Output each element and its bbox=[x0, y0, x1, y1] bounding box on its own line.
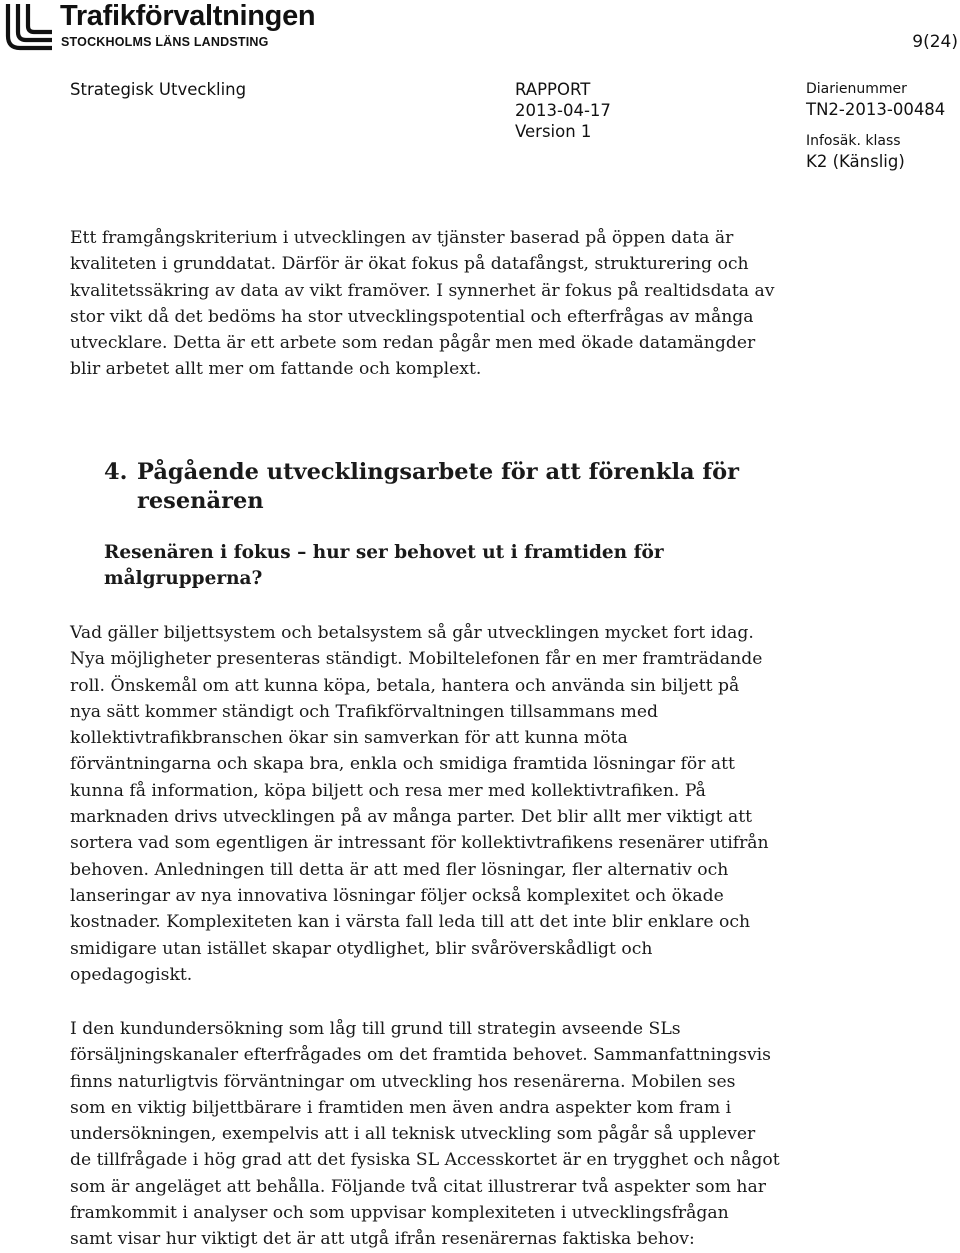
organization-logo bbox=[0, 2, 330, 54]
document-type: RAPPORT bbox=[515, 80, 591, 99]
section-number: 4. bbox=[104, 459, 128, 485]
paragraph-open-data-quality bbox=[70, 225, 892, 383]
text-line: I den kundundersökning som låg till grund till strategin avseende SLs bbox=[70, 1019, 681, 1039]
text-line: Nya möjligheter presenteras ständigt. Mobiltelefonen får en mer framträdande bbox=[70, 649, 763, 670]
text-line: sortera vad som egentligen är intressant för kollektivtrafikens resenärer utifrån bbox=[70, 833, 769, 854]
text-line: kvaliteten i grunddatat. Därför är ökat fokus på datafångst, strukturering och bbox=[70, 254, 749, 275]
organization-subtitle: STOCKHOLMS LÄNS LANDSTING bbox=[61, 35, 269, 49]
text-line: kvalitetssäkring av data av vikt framöver. I synnerhet är fokus på realtidsdata av bbox=[70, 280, 775, 301]
diarienummer-label: Diarienummer bbox=[806, 81, 907, 97]
text-line: de tillfrågade i hög grad att det fysiska SL Accesskortet är en trygghet och något bbox=[70, 1150, 780, 1171]
text-line: som en viktig biljettbärare i framtiden men även andra aspekter kom fram i bbox=[70, 1097, 732, 1118]
infosak-value: K2 (Känslig) bbox=[806, 152, 905, 171]
text-line: som är angeläget att behålla. Följande två citat illustrerar två aspekter som har bbox=[70, 1176, 766, 1197]
subsection-title-line: Resenären i fokus – hur ser behovet ut i framtiden för bbox=[104, 542, 664, 563]
text-line: opedagogiskt. bbox=[70, 964, 193, 985]
text-line: smidigare utan istället skapar otydlighet, blir svåröverskådligt och bbox=[70, 938, 653, 959]
text-line: framkommit i analyser och som uppvisar komplexiteten i utvecklingsfrågan bbox=[70, 1203, 729, 1224]
section-title bbox=[137, 458, 739, 516]
text-line: utvecklare. Detta är ett arbete som redan pågår men med ökade datamängder bbox=[70, 333, 756, 354]
registration-block bbox=[806, 79, 945, 172]
tl-logo-icon bbox=[2, 2, 54, 52]
section-title-line: Pågående utvecklingsarbete för att förenkla för bbox=[137, 459, 739, 485]
text-line: samt visar hur viktigt det är att utgå ifrån resenärernas faktiska behov: bbox=[70, 1229, 695, 1250]
text-line: marknaden drivs utvecklingen på av många parter. Det blir allt mer viktigt att bbox=[70, 807, 753, 828]
document-info-block bbox=[515, 79, 611, 142]
paragraph-customer-survey bbox=[70, 1016, 892, 1253]
text-line: lanseringar av nya innovativa lösningar följer också komplexitet och ökade bbox=[70, 885, 724, 906]
text-line: kunna få information, köpa biljett och resa mer med kollektivtrafiken. På bbox=[70, 780, 706, 801]
subsection-heading bbox=[104, 540, 664, 592]
text-line: Vad gäller biljettsystem och betalsystem så går utvecklingen mycket fort idag. bbox=[70, 623, 754, 643]
section-title-line: resenären bbox=[137, 488, 264, 514]
text-line: undersökningen, exempelvis att i all teknisk utveckling som pågår så upplever bbox=[70, 1124, 756, 1145]
text-line: försäljningskanaler efterfrågades om det framtida behovet. Sammanfattningsvis bbox=[70, 1045, 772, 1066]
text-line: förväntningarna och skapa bra, enkla och smidiga framtida lösningar för att bbox=[70, 754, 735, 775]
text-line: kostnader. Komplexiteten kan i värsta fall leda till att det inte blir enklare och bbox=[70, 912, 751, 933]
text-line: roll. Önskemål om att kunna köpa, betala, hantera och använda sin biljett på bbox=[70, 675, 740, 696]
department-block bbox=[70, 79, 246, 100]
text-line: kollektivtrafikbranschen ökar sin samverkan för att kunna möta bbox=[70, 728, 628, 749]
document-version: Version 1 bbox=[515, 122, 592, 141]
text-line: stor vikt då det bedöms ha stor utvecklingspotential och efterfrågas av många bbox=[70, 306, 754, 327]
subsection-title-line: målgrupperna? bbox=[104, 568, 263, 589]
paragraph-ticket-systems bbox=[70, 620, 892, 988]
diarienummer-value: TN2-2013-00484 bbox=[806, 100, 946, 119]
text-line: nya sätt kommer ständigt och Trafikförvaltningen tillsammans med bbox=[70, 701, 659, 722]
department-name: Strategisk Utveckling bbox=[70, 80, 247, 99]
infosak-label: Infosäk. klass bbox=[806, 133, 901, 149]
document-date: 2013-04-17 bbox=[515, 101, 611, 120]
text-line: Ett framgångskriterium i utvecklingen av tjänster baserad på öppen data är bbox=[70, 228, 734, 248]
text-line: finns naturligtvis förväntningar om utveckling hos resenärerna. Mobilen ses bbox=[70, 1071, 736, 1092]
organization-name: Trafikförvaltningen bbox=[60, 0, 316, 32]
page-number: 9(24) bbox=[912, 32, 958, 52]
text-line: behoven. Anledningen till detta är att med fler lösningar, fler alternativ och bbox=[70, 859, 729, 880]
text-line: blir arbetet allt mer om fattande och komplext. bbox=[70, 359, 482, 380]
